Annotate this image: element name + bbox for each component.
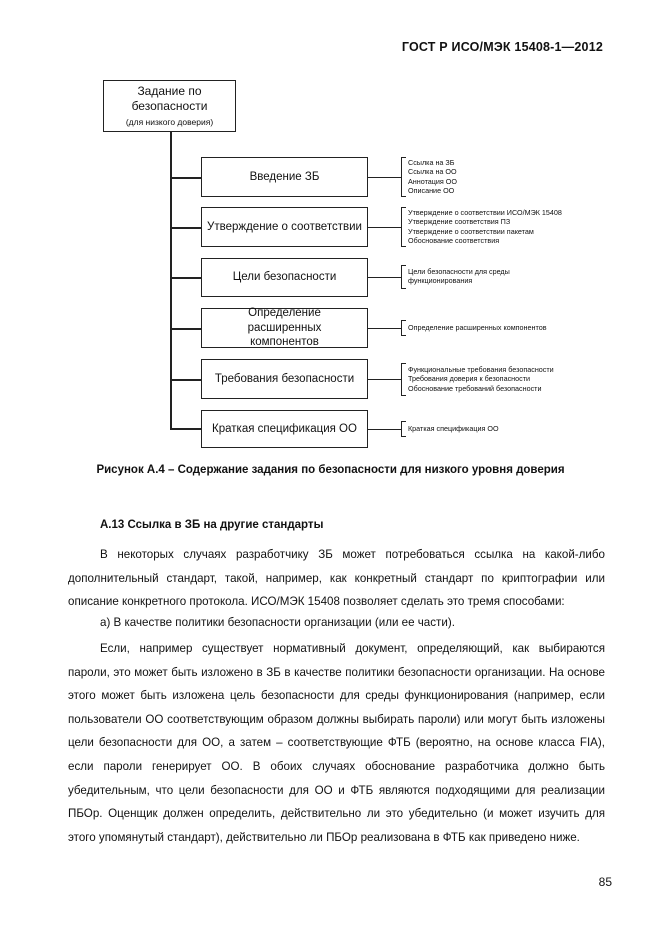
paragraph-text: а) В качестве политики безопасности организации (или ее части). <box>100 616 455 629</box>
diagram-root-box <box>103 80 236 132</box>
detail-item: Утверждение о соответствии ИСО/МЭК 15408 <box>408 208 562 217</box>
paragraph-1 <box>68 543 605 614</box>
branch-line <box>170 277 201 279</box>
detail-item: Краткая спецификация ОО <box>408 424 499 433</box>
section-box-requirements <box>201 359 368 399</box>
detail-bracket <box>401 157 406 197</box>
figure-caption: Рисунок А.4 – Содержание задания по безопасности для низкого уровня доверия <box>96 464 565 476</box>
detail-item: Обоснование соответствия <box>408 236 500 246</box>
detail-connector <box>368 227 401 228</box>
paragraph-2 <box>68 611 605 635</box>
detail-connector <box>368 277 401 278</box>
detail-bracket <box>401 363 406 396</box>
detail-item: Определение расширенных компонентов <box>408 323 547 332</box>
paragraph-text: В некоторых случаях разработчику ЗБ может потребоваться ссылка на какой-либо дополнительный стандарт, такой, например, как конкретный стандарт по криптографии или описание конкретного протокола. ИСО/МЭК 15408 позволяет сделать это тремя способами: <box>68 548 605 609</box>
st-contents-diagram <box>0 0 661 460</box>
section-box-conformance <box>201 207 368 247</box>
paragraph-text: Если, например существует нормативный документ, определяющий, как выбираются пароли, это может быть изложено в ЗБ в качестве политики безопасности организации. На основе этого может быть изложена цель безопасности для среды функционирования (например, если пользователи ОО соответствующим образом должны выбирать пароли) или могут быть изложены цели безопасности для ОО, а затем – соответствующие ФТБ (вероятно, на основе класса FIA), если пароли генерирует ОО. В обоих случаях обоснование разработчика должно быть убедительным, что цели безопасности для ОО и ФТБ являются подходящими для реализации ПБОр. Оценщик должен определить, действительно ли это убедительно (и может изучить для этого упомянутый стандарт), действительно ли ПБОр реализована в ФТБ как приведено ниже. <box>68 642 605 844</box>
section-label: Краткая спецификация ОО <box>212 422 357 435</box>
detail-item: Требования доверия к безопасности <box>408 374 531 384</box>
detail-list-summary-spec <box>408 424 499 433</box>
detail-list-introduction <box>408 158 457 196</box>
section-box-extended-components <box>201 308 368 348</box>
detail-bracket <box>401 320 406 336</box>
section-title: А.13 Ссылка в ЗБ на другие стандарты <box>100 519 324 531</box>
detail-bracket <box>401 207 406 247</box>
branch-line <box>170 328 201 330</box>
section-box-summary-spec <box>201 410 368 448</box>
root-note: (для низкого доверия) <box>125 117 214 128</box>
branch-line <box>170 379 201 381</box>
detail-connector <box>368 379 401 380</box>
detail-item: Ссылка на ОО <box>408 167 457 177</box>
branch-line <box>170 227 201 229</box>
section-label: Введение ЗБ <box>249 170 320 183</box>
branch-line <box>170 177 201 179</box>
detail-connector <box>368 429 401 430</box>
section-box-objectives <box>201 258 368 297</box>
section-label: Утверждение о соответствии <box>207 220 362 233</box>
page-number: 85 <box>598 875 612 889</box>
detail-list-requirements <box>408 365 554 393</box>
detail-bracket <box>401 265 406 289</box>
detail-item: Аннотация ОО <box>408 176 457 186</box>
document-header: ГОСТ Р ИСО/МЭК 15408-1—2012 <box>401 40 603 54</box>
section-label: Определение расширенных компонентов <box>247 307 322 349</box>
detail-item: Описание ОО <box>408 186 455 196</box>
paragraph-3 <box>68 637 605 849</box>
section-label: Цели безопасности <box>232 271 337 284</box>
detail-list-objectives <box>408 267 510 286</box>
detail-item: Утверждение о соответствии пакетам <box>408 226 534 236</box>
detail-connector <box>368 177 401 178</box>
detail-bracket <box>401 421 406 437</box>
detail-connector <box>368 328 401 329</box>
detail-item: Ссылка на ЗБ <box>408 158 455 167</box>
detail-item: Цели безопасности для среды <box>408 267 510 276</box>
section-box-introduction <box>201 157 368 197</box>
detail-list-extended-components <box>408 323 547 332</box>
root-line1: Задание по <box>137 84 202 99</box>
root-line2: безопасности <box>131 99 208 114</box>
detail-item: Обоснование требований безопасности <box>408 383 542 393</box>
section-label: Требования безопасности <box>214 372 355 385</box>
detail-list-conformance <box>408 208 562 246</box>
branch-line <box>170 428 201 430</box>
detail-item: Функциональные требования безопасности <box>408 365 554 374</box>
detail-item: Утверждение соответствия ПЗ <box>408 217 511 227</box>
detail-item: функционирования <box>408 276 473 286</box>
